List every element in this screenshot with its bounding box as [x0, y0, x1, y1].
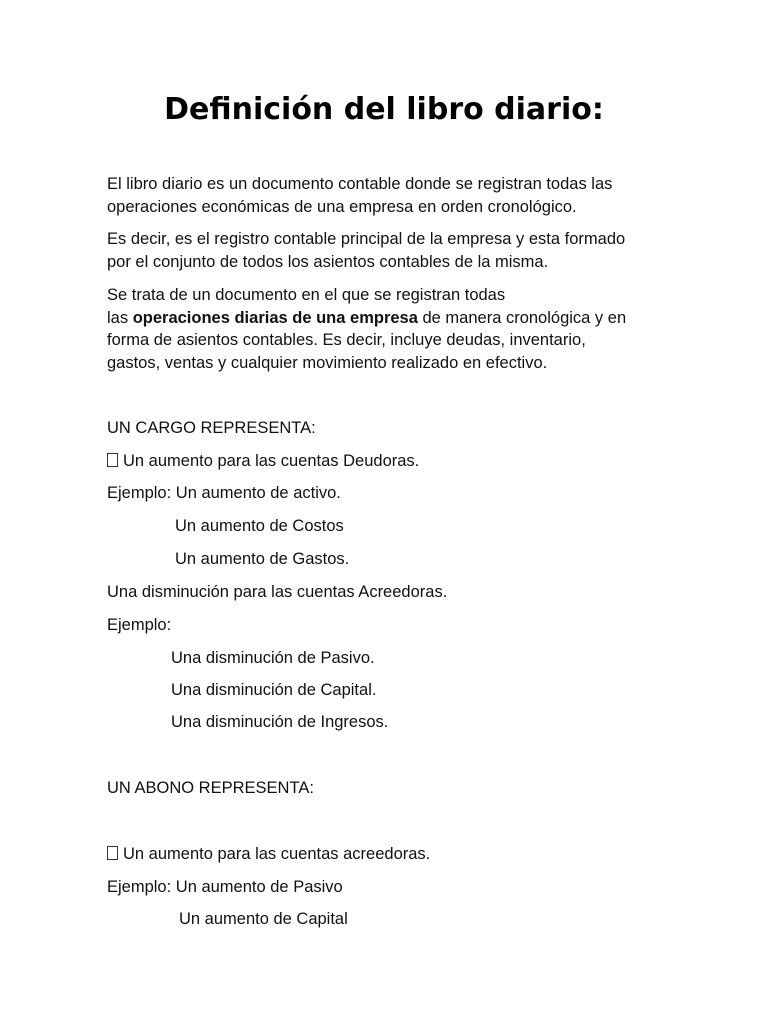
abono-bullet-item	[107, 843, 430, 865]
missing-glyph-icon	[107, 453, 118, 467]
abono-example-1: Ejemplo: Un aumento de Pasivo	[107, 878, 343, 896]
paragraph-operaciones-start: Se trata de un documento en el que se registran todas las	[107, 286, 506, 327]
cargo-decrease-2: Una disminución de Capital.	[171, 681, 377, 699]
cargo-decrease: Una disminución para las cuentas Acreedoras.	[107, 583, 448, 601]
paragraph-operaciones	[107, 284, 667, 374]
page-title: Definición del libro diario:	[164, 92, 604, 127]
cargo-bullet-text: Un aumento para las cuentas Deudoras.	[123, 452, 420, 470]
cargo-bullet-item	[107, 450, 419, 472]
cargo-decrease-1: Una disminución de Pasivo.	[171, 649, 375, 667]
abono-heading: UN ABONO REPRESENTA:	[107, 779, 314, 797]
cargo-heading: UN CARGO REPRESENTA:	[107, 419, 316, 437]
cargo-example-3: Un aumento de Gastos.	[175, 550, 350, 568]
abono-bullet-text: Un aumento para las cuentas acreedoras.	[123, 845, 431, 863]
cargo-example-2: Un aumento de Costos	[175, 517, 344, 535]
cargo-example-label: Ejemplo:	[107, 616, 172, 634]
paragraph-operaciones-bold: operaciones diarias de una empresa	[132, 308, 418, 327]
paragraph-operaciones-end: de manera cronológica y en forma de asientos contables. Es decir, incluye deudas, inventario, gastos, ventas y cualquier movimiento realizado en efectivo.	[107, 308, 627, 372]
cargo-example-1: Ejemplo: Un aumento de activo.	[107, 484, 341, 502]
missing-glyph-icon	[107, 846, 118, 860]
paragraph-definition: El libro diario es un documento contable donde se registran todas las operaciones económicas de una empresa en orden cronológico.	[107, 175, 613, 216]
cargo-decrease-3: Una disminución de Ingresos.	[171, 713, 389, 731]
paragraph-registro: Es decir, es el registro contable principal de la empresa y esta formado por el conjunto de todos los asientos contables de la misma.	[107, 230, 626, 271]
abono-example-2: Un aumento de Capital	[179, 910, 348, 928]
